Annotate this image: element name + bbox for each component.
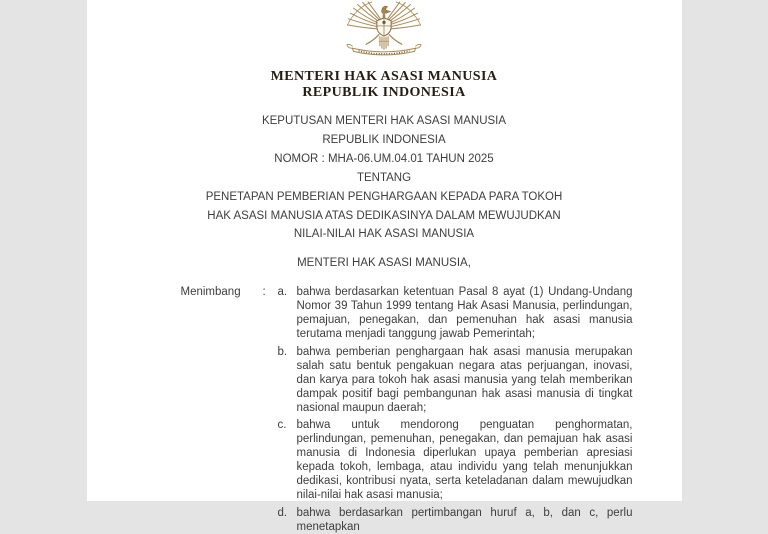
letterhead-line2: REPUBLIK INDONESIA [302,85,466,100]
letterhead [87,69,682,101]
item-letter: c. [277,419,287,432]
item-letter: b. [277,345,288,358]
item-letter: d. [277,506,288,519]
considering-item-c [181,418,633,502]
item-letter: a. [277,286,288,299]
title-line-7: NILAI-NILAI HAK ASASI MANUSIA [293,228,475,241]
decree-title-block [87,112,682,244]
garuda-pancasila-icon [343,47,425,64]
title-line-5: PENETAPAN PEMBERIAN PENGHARGAAN KEPADA PARA TOKOH [205,190,563,203]
title-line-1: KEPUTUSAN MENTERI HAK ASASI MANUSIA [261,115,507,127]
document-page [87,0,682,533]
considering-colon: : [262,286,266,299]
title-line-4: TENTANG [356,171,412,184]
title-line-6: HAK ASASI MANUSIA ATAS DEDIKASINYA DALAM MEWUJUDKAN [207,209,561,222]
issuer-line: MENTERI HAK ASASI MANUSIA, [297,257,471,270]
letterhead-line1: MENTERI HAK ASASI MANUSIA [270,69,498,84]
considering-item-d [181,506,633,534]
item-text: bahwa berdasarkan ketentuan Pasal 8 ayat (1) Undang-Undang Nomor 39 Tahun 1999 tentang Hak Asasi Manusia, perlindungan, pemajuan, penegakan, dan pemenuhan hak asasi manusia terutama menjadi tanggung jawab Pemerintah; [296,286,633,341]
considering-label: Menimbang [180,286,241,299]
considering-item-a [181,285,633,341]
considering-item-b [181,345,633,415]
item-text: bahwa untuk mendorong penguatan penghormatan, perlindungan, pemenuhan, penegakan, dan pemajuan hak asasi manusia di Indonesia diperlukan upaya pemberian apresiasi kepada tokoh, lembaga, atau individu yang telah menunjukkan dedikasi, kontribusi nyata, serta keteladanan dalam mewujudkan nilai-nilai hak asasi manusia; [296,419,633,502]
item-text: bahwa pemberian penghargaan hak asasi manusia merupakan salah satu bentuk pengakuan negara atas perjuangan, inovasi, dan karya para tokoh hak asasi manusia yang telah memberikan dampak positif bagi pembangunan hak asasi manusia di tingkat nasional maupun daerah; [296,345,633,414]
item-text: bahwa berdasarkan pertimbangan huruf a, b, dan c, perlu menetapkan [296,506,633,533]
title-line-2: REPUBLIK INDONESIA [322,133,446,146]
title-line-3: NOMOR : MHA-06.UM.04.01 TAHUN 2025 [274,152,494,165]
letterhead-emblem [87,0,682,65]
considering-section [181,285,633,534]
